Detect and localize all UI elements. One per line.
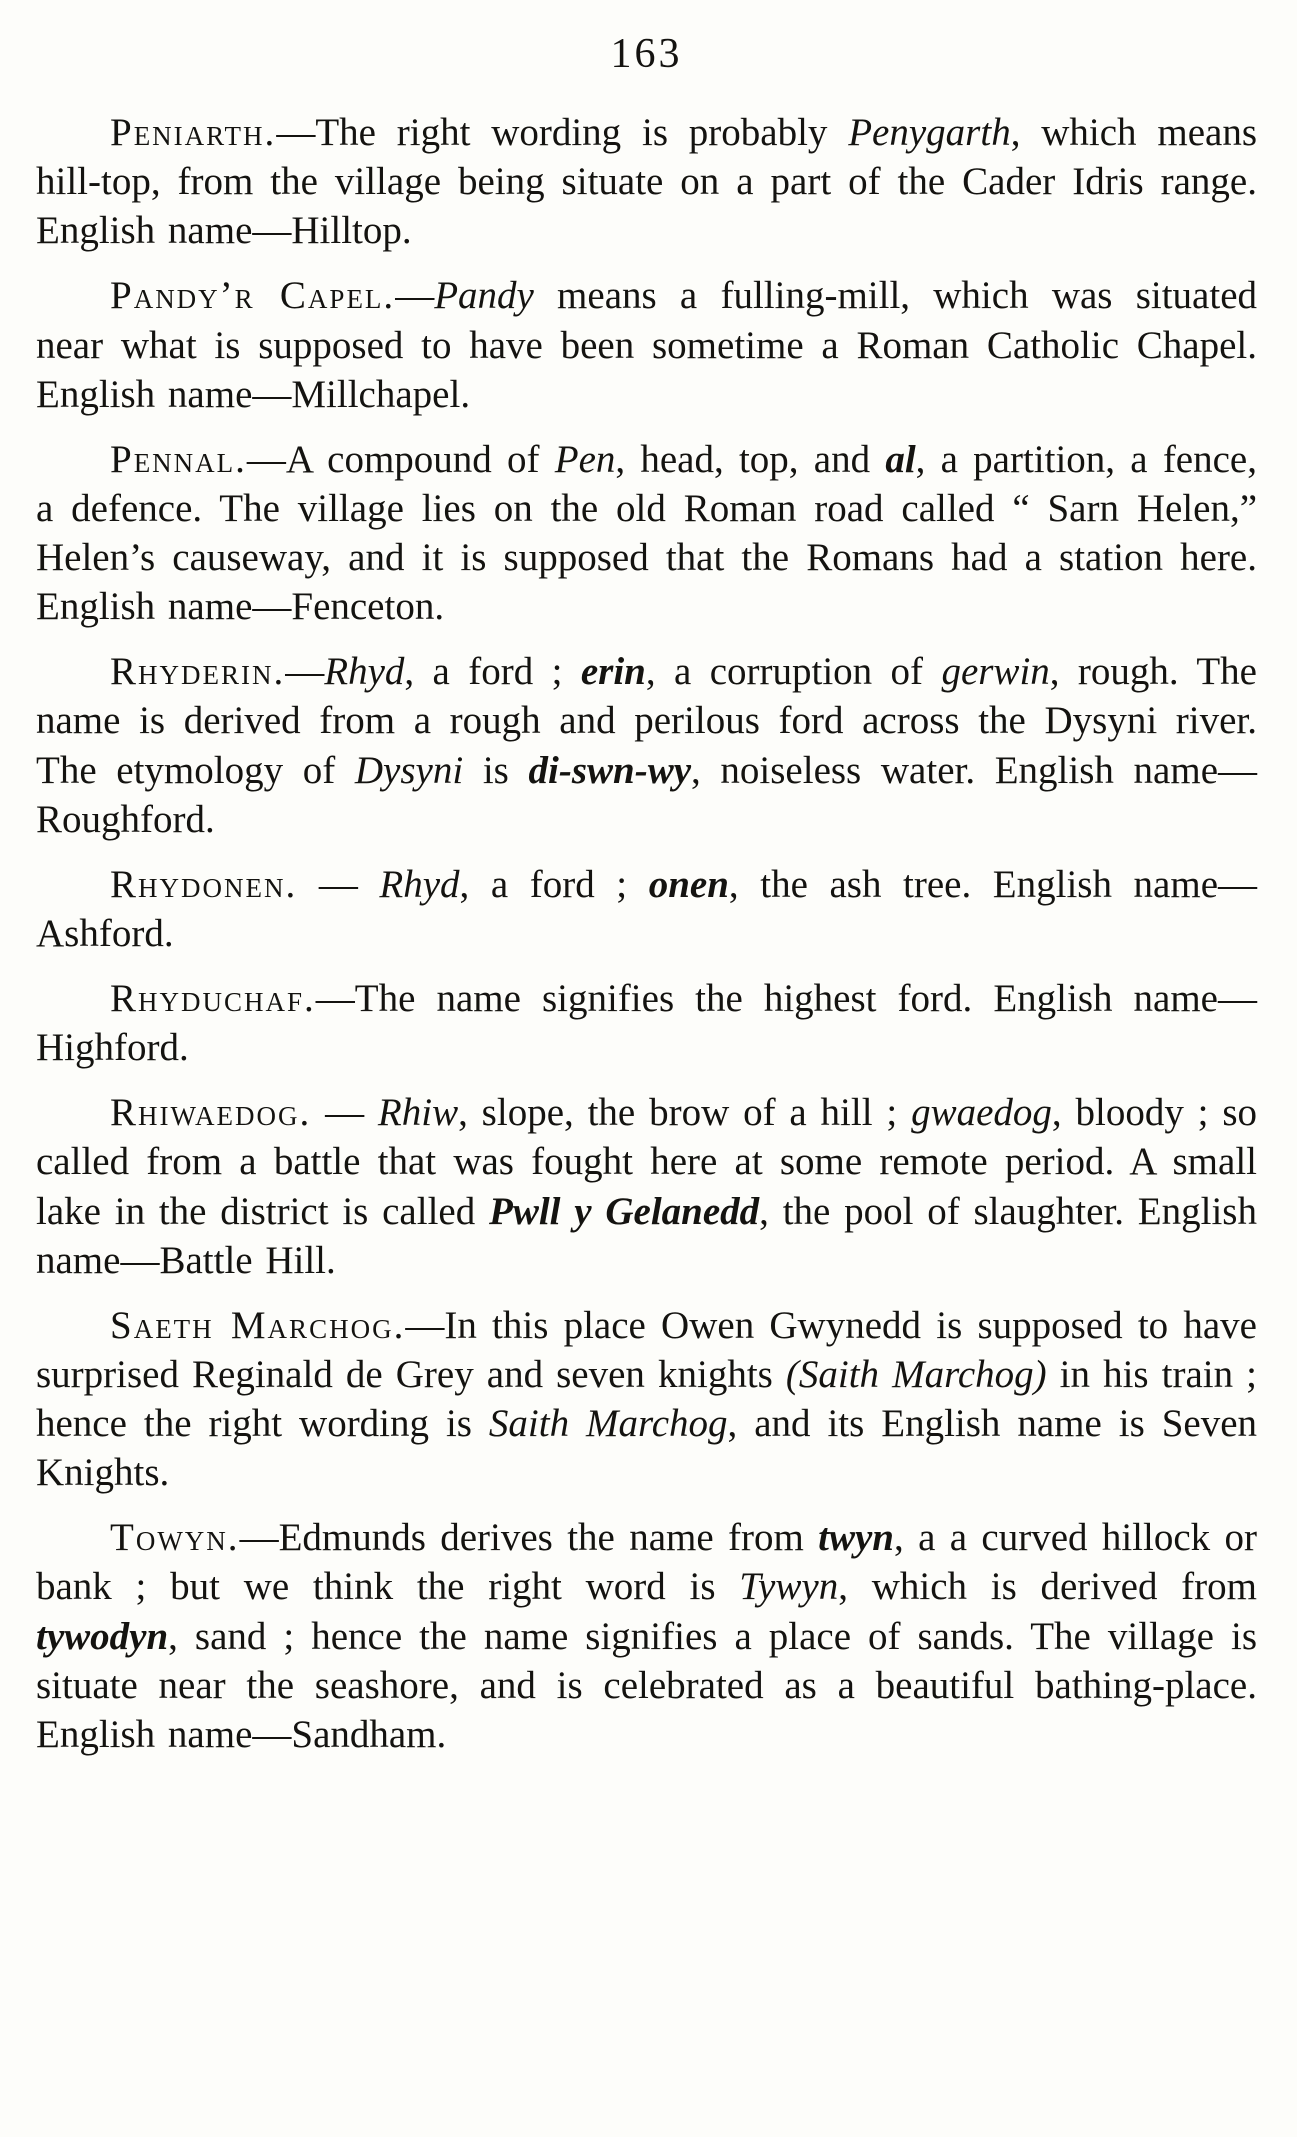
body-text: , a ford ;	[404, 650, 581, 694]
body-text: —A compound of	[246, 437, 555, 481]
paragraph	[36, 271, 1257, 418]
headword: Rhydonen.	[110, 862, 298, 906]
body-text: —	[311, 1091, 378, 1135]
welsh-term: twyn	[818, 1516, 894, 1560]
page-number: 163	[610, 31, 683, 77]
welsh-term: gwaedog	[911, 1091, 1052, 1135]
body-text: —	[297, 862, 380, 906]
welsh-term: (Saith Marchog)	[785, 1352, 1047, 1396]
body-text: means a fulling-mill, which was situated near what is supposed to have been sometime a Roman Catholic Chapel. English name—Millchapel.	[36, 274, 1258, 416]
welsh-term: Saith Marchog	[488, 1402, 728, 1445]
welsh-term: Tywyn	[739, 1565, 839, 1609]
body-text: —In this place Owen Gwynedd is supposed to have surprised Reginald de Grey and seven knights	[36, 1303, 1257, 1396]
body-text: —	[395, 274, 435, 318]
body-text: , noiseless water. English name— Roughford.	[36, 748, 1258, 841]
body-text: —Edmunds derives the name from	[239, 1516, 819, 1560]
body-text: , a partition, a fence, a defence. The village lies on the old Roman road called “ Sarn Helen,” Helen’s causeway, and it is supposed that the Romans had a station here. English name—Fenceton.	[36, 437, 1257, 629]
text-block	[36, 108, 1257, 1759]
welsh-term: erin	[580, 650, 646, 694]
body-text: , which is derived from	[838, 1565, 1257, 1609]
paragraph	[36, 1088, 1257, 1285]
body-text: , a a curved hillock or bank ; but we think the right word is	[36, 1516, 1257, 1609]
headword: Rhyduchaf.	[110, 977, 316, 1020]
welsh-term: al	[885, 437, 916, 481]
welsh-term: gerwin	[941, 650, 1050, 694]
headword: Pandy’r Capel.	[110, 274, 396, 318]
body-text: , the pool of slaughter. English name—Battle Hill.	[36, 1189, 1257, 1282]
body-text: is	[463, 748, 529, 792]
paragraph	[36, 108, 1257, 255]
body-text: , bloody ; so called from a battle that was fought here at some remote period. A small lake in the district is called	[36, 1091, 1258, 1233]
headword: Peniarth.	[110, 111, 277, 154]
body-text: , slope, the brow of a hill ;	[458, 1091, 912, 1135]
body-text: , sand ; hence the name signifies a place of sands. The village is situate near the seashore, and is celebrated as a beautiful bathing-place. English name—Sandham.	[36, 1614, 1257, 1756]
paragraph	[36, 1301, 1257, 1498]
headword: Rhiwaedog.	[110, 1091, 312, 1135]
body-text: , rough. The name is derived from a rough and perilous ford across the Dysyni river. The etymology of	[36, 650, 1257, 792]
body-text: —	[285, 650, 325, 694]
paragraph	[36, 974, 1257, 1072]
body-text: , a ford ;	[459, 862, 649, 906]
headword: Saeth Marchog.	[110, 1303, 406, 1347]
headword: Rhyderin.	[110, 650, 286, 694]
welsh-term: Pandy	[434, 274, 534, 318]
body-text: —The name signifies the highest ford. English name—Highford.	[36, 977, 1257, 1070]
welsh-term: Penygarth	[848, 111, 1011, 154]
headword: Towyn.	[110, 1516, 240, 1560]
body-text: , and its English name is Seven Knights.	[36, 1402, 1258, 1495]
welsh-term: Rhyd	[324, 650, 405, 694]
welsh-term: onen	[648, 862, 729, 906]
welsh-term: Pwll y Gelanedd	[489, 1189, 760, 1233]
paragraph	[36, 435, 1257, 632]
welsh-term: Rhiw	[377, 1091, 459, 1135]
body-text: , which means hill-top, from the village being situate on a part of the Cader Idris range. English name—Hilltop.	[36, 111, 1257, 253]
body-text: in his train ; hence the right wording is	[36, 1352, 1257, 1445]
body-text: , head, top, and	[615, 437, 886, 481]
welsh-term: tywodyn	[36, 1614, 169, 1658]
welsh-term: Dysyni	[354, 748, 464, 792]
welsh-term: Rhyd	[379, 862, 460, 906]
body-text: , the ash tree. English name—Ashford.	[36, 862, 1258, 955]
welsh-term: Pen	[554, 437, 616, 481]
headword: Pennal.	[110, 437, 247, 481]
welsh-term: di-swn-wy	[528, 748, 692, 792]
paragraph	[36, 1513, 1257, 1759]
paragraph	[36, 647, 1257, 844]
body-text: , a corruption of	[645, 650, 942, 694]
body-text: —The right wording is probably	[276, 111, 849, 154]
paragraph	[36, 860, 1257, 958]
